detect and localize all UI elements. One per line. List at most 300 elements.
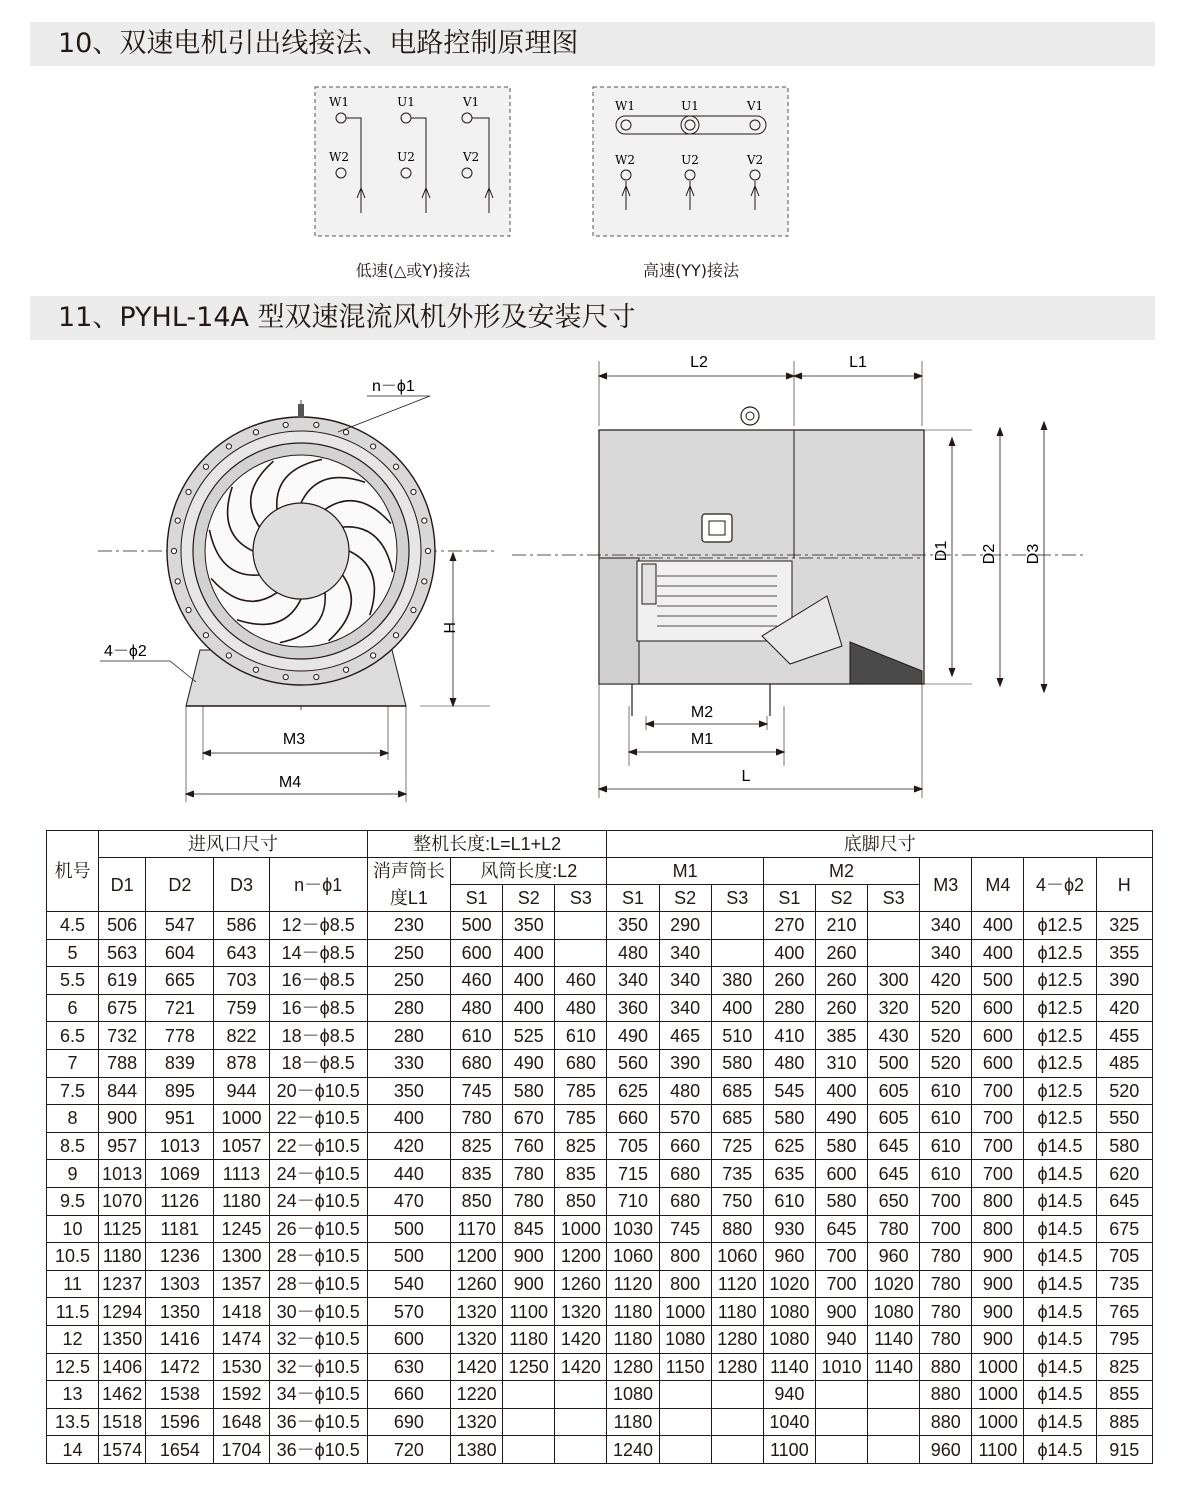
table-cell: 1294 bbox=[99, 1298, 146, 1326]
table-cell: 260 bbox=[763, 967, 815, 995]
table-cell bbox=[555, 939, 607, 967]
table-cell: 850 bbox=[451, 1187, 503, 1215]
table-cell: 1380 bbox=[451, 1436, 503, 1464]
table-cell: 800 bbox=[659, 1270, 711, 1298]
table-cell: 625 bbox=[607, 1077, 659, 1105]
table-cell: 825 bbox=[555, 1132, 607, 1160]
bolt-hole bbox=[226, 444, 231, 449]
header-m1-s2: S2 bbox=[659, 885, 711, 912]
label-L: L bbox=[741, 768, 751, 785]
table-cell: 700 bbox=[815, 1243, 867, 1271]
table-cell: 685 bbox=[711, 1105, 763, 1133]
section-10-title: 10、双速电机引出线接法、电路控制原理图 bbox=[58, 28, 579, 59]
low-w1-label: W1 bbox=[329, 95, 349, 109]
table-cell: 7 bbox=[47, 1049, 99, 1077]
table-cell bbox=[659, 1436, 711, 1464]
header-m4: M4 bbox=[972, 858, 1024, 912]
table-cell: 480 bbox=[451, 994, 503, 1022]
table-cell: 480 bbox=[763, 1049, 815, 1077]
table-cell: ϕ14.5 bbox=[1024, 1132, 1096, 1160]
table-cell: 780 bbox=[920, 1325, 972, 1353]
bolt-hole bbox=[283, 674, 288, 679]
table-cell: 1080 bbox=[659, 1325, 711, 1353]
table-cell: ϕ14.5 bbox=[1024, 1298, 1096, 1326]
table-cell: 6 bbox=[47, 994, 99, 1022]
table-cell: 720 bbox=[367, 1436, 450, 1464]
table-cell: 250 bbox=[367, 939, 450, 967]
table-cell: 430 bbox=[868, 1022, 920, 1050]
table-cell: 1020 bbox=[868, 1270, 920, 1298]
table-cell: 645 bbox=[868, 1160, 920, 1188]
header-l2: 风筒长度:L2 bbox=[451, 858, 607, 885]
table-cell bbox=[868, 1381, 920, 1409]
table-cell: 230 bbox=[367, 912, 450, 940]
table-cell: 620 bbox=[1096, 1160, 1152, 1188]
table-cell: ϕ12.5 bbox=[1024, 1105, 1096, 1133]
bolt-hole bbox=[343, 667, 348, 672]
table-cell: 18－ϕ8.5 bbox=[269, 1049, 367, 1077]
table-cell: ϕ14.5 bbox=[1024, 1270, 1096, 1298]
bolt-hole bbox=[253, 430, 258, 435]
table-cell: 1350 bbox=[99, 1325, 146, 1353]
table-cell: 14－ϕ8.5 bbox=[269, 939, 367, 967]
table-cell: 610 bbox=[920, 1077, 972, 1105]
table-cell bbox=[555, 1436, 607, 1464]
table-cell: 900 bbox=[972, 1325, 1024, 1353]
table-cell: 260 bbox=[815, 939, 867, 967]
table-cell: 400 bbox=[503, 967, 555, 995]
low-u2-label: U2 bbox=[397, 150, 415, 164]
table-cell: 785 bbox=[555, 1105, 607, 1133]
table-cell bbox=[868, 1436, 920, 1464]
table-cell: 400 bbox=[815, 1077, 867, 1105]
table-cell: 26－ϕ10.5 bbox=[269, 1215, 367, 1243]
table-cell bbox=[555, 1408, 607, 1436]
table-cell: 690 bbox=[367, 1408, 450, 1436]
table-cell: 16－ϕ8.5 bbox=[269, 994, 367, 1022]
table-cell: 750 bbox=[711, 1187, 763, 1215]
table-cell: ϕ14.5 bbox=[1024, 1160, 1096, 1188]
table-cell: 610 bbox=[920, 1160, 972, 1188]
bolt-hole bbox=[175, 518, 180, 523]
table-cell: 675 bbox=[1096, 1215, 1152, 1243]
low-w2-label: W2 bbox=[329, 150, 349, 164]
label-H: H bbox=[440, 622, 457, 634]
table-cell: 1462 bbox=[99, 1381, 146, 1409]
table-cell: 900 bbox=[503, 1270, 555, 1298]
table-cell: 540 bbox=[367, 1270, 450, 1298]
table-cell: 765 bbox=[1096, 1298, 1152, 1326]
bolt-hole bbox=[203, 633, 208, 638]
table-cell: 610 bbox=[920, 1105, 972, 1133]
header-inlet: 进风口尺寸 bbox=[99, 831, 368, 858]
table-cell: ϕ12.5 bbox=[1024, 994, 1096, 1022]
table-cell: 500 bbox=[367, 1215, 450, 1243]
table-cell: 1170 bbox=[451, 1215, 503, 1243]
table-cell: 1125 bbox=[99, 1215, 146, 1243]
table-cell: 610 bbox=[451, 1022, 503, 1050]
table-cell: 1648 bbox=[214, 1408, 269, 1436]
table-cell: 900 bbox=[815, 1298, 867, 1326]
table-cell: 700 bbox=[920, 1187, 972, 1215]
table-cell: 705 bbox=[607, 1132, 659, 1160]
table-cell: 835 bbox=[555, 1160, 607, 1188]
label-D3: D3 bbox=[1025, 543, 1042, 565]
table-cell: 580 bbox=[763, 1105, 815, 1133]
table-cell: 670 bbox=[503, 1105, 555, 1133]
table-cell: 1200 bbox=[451, 1243, 503, 1271]
table-cell: 1474 bbox=[214, 1325, 269, 1353]
table-cell: 460 bbox=[451, 967, 503, 995]
table-cell: 400 bbox=[367, 1105, 450, 1133]
label-L2: L2 bbox=[690, 354, 708, 371]
table-cell: 645 bbox=[1096, 1187, 1152, 1215]
label-M4: M4 bbox=[278, 774, 302, 791]
table-cell: 1181 bbox=[146, 1215, 214, 1243]
table-row bbox=[47, 1077, 1153, 1105]
table-cell: ϕ14.5 bbox=[1024, 1187, 1096, 1215]
table-cell: 8 bbox=[47, 1105, 99, 1133]
table-cell: 1057 bbox=[214, 1132, 269, 1160]
header-l1-line2: 度L1 bbox=[367, 885, 450, 912]
table-cell: 10 bbox=[47, 1215, 99, 1243]
table-row bbox=[47, 1436, 1153, 1464]
table-cell: 759 bbox=[214, 994, 269, 1022]
table-cell: 780 bbox=[503, 1187, 555, 1215]
table-cell bbox=[815, 1381, 867, 1409]
table-cell: 20－ϕ10.5 bbox=[269, 1077, 367, 1105]
table-cell: 410 bbox=[763, 1022, 815, 1050]
table-cell: 1237 bbox=[99, 1270, 146, 1298]
table-cell: 1060 bbox=[711, 1243, 763, 1271]
table-cell: 290 bbox=[659, 912, 711, 940]
table-cell: 600 bbox=[972, 1049, 1024, 1077]
table-cell: 1000 bbox=[972, 1381, 1024, 1409]
table-cell: ϕ14.5 bbox=[1024, 1243, 1096, 1271]
table-cell: 878 bbox=[214, 1049, 269, 1077]
table-cell: 550 bbox=[1096, 1105, 1152, 1133]
header-l1-line1: 消声筒长 bbox=[367, 858, 450, 885]
table-cell: 1013 bbox=[99, 1160, 146, 1188]
table-cell: 210 bbox=[815, 912, 867, 940]
table-cell: 28－ϕ10.5 bbox=[269, 1243, 367, 1271]
table-cell: 580 bbox=[503, 1077, 555, 1105]
table-cell: 1100 bbox=[972, 1436, 1024, 1464]
table-cell: 880 bbox=[711, 1215, 763, 1243]
table-cell: 700 bbox=[920, 1215, 972, 1243]
bolt-hole bbox=[175, 579, 180, 584]
table-cell: 350 bbox=[503, 912, 555, 940]
table-cell: 350 bbox=[367, 1077, 450, 1105]
table-cell: 280 bbox=[367, 1022, 450, 1050]
table-cell: 900 bbox=[972, 1243, 1024, 1271]
table-cell: 1200 bbox=[555, 1243, 607, 1271]
table-cell: 1000 bbox=[972, 1353, 1024, 1381]
table-cell: ϕ12.5 bbox=[1024, 1049, 1096, 1077]
table-cell: 732 bbox=[99, 1022, 146, 1050]
table-cell: 900 bbox=[99, 1105, 146, 1133]
label-4-phi2: 4－ϕ2 bbox=[104, 643, 147, 660]
table-cell: 960 bbox=[868, 1243, 920, 1271]
table-cell: 915 bbox=[1096, 1436, 1152, 1464]
label-D2: D2 bbox=[981, 543, 998, 565]
table-cell: 1180 bbox=[711, 1298, 763, 1326]
bolt-hole bbox=[422, 579, 427, 584]
table-cell: 940 bbox=[763, 1381, 815, 1409]
table-cell: 1140 bbox=[868, 1353, 920, 1381]
table-cell: 350 bbox=[607, 912, 659, 940]
table-cell: 36－ϕ10.5 bbox=[269, 1436, 367, 1464]
table-cell: 385 bbox=[815, 1022, 867, 1050]
table-cell: 580 bbox=[815, 1132, 867, 1160]
table-cell: 1100 bbox=[763, 1436, 815, 1464]
table-row bbox=[47, 1187, 1153, 1215]
table-cell bbox=[503, 1408, 555, 1436]
bolt-hole bbox=[371, 444, 376, 449]
header-l2-s1: S1 bbox=[451, 885, 503, 912]
table-cell: 470 bbox=[367, 1187, 450, 1215]
table-cell: 700 bbox=[972, 1105, 1024, 1133]
table-cell: 1030 bbox=[607, 1215, 659, 1243]
table-cell: 1574 bbox=[99, 1436, 146, 1464]
table-cell: 525 bbox=[503, 1022, 555, 1050]
table-row bbox=[47, 1298, 1153, 1326]
table-cell: 700 bbox=[815, 1270, 867, 1298]
table-cell: 1180 bbox=[214, 1187, 269, 1215]
table-cell: 960 bbox=[920, 1436, 972, 1464]
table-cell: 822 bbox=[214, 1022, 269, 1050]
table-cell: 1357 bbox=[214, 1270, 269, 1298]
high-u1-label: U1 bbox=[681, 99, 699, 113]
header-m2-s2: S2 bbox=[815, 885, 867, 912]
table-cell: 465 bbox=[659, 1022, 711, 1050]
table-cell: 725 bbox=[711, 1132, 763, 1160]
table-cell: 705 bbox=[1096, 1243, 1152, 1271]
table-cell: 420 bbox=[367, 1132, 450, 1160]
table-cell bbox=[815, 1436, 867, 1464]
header-d2: D2 bbox=[146, 858, 214, 912]
table-cell: 1180 bbox=[503, 1325, 555, 1353]
table-cell: 500 bbox=[451, 912, 503, 940]
table-cell: 1530 bbox=[214, 1353, 269, 1381]
table-cell: ϕ14.5 bbox=[1024, 1436, 1096, 1464]
table-cell bbox=[868, 939, 920, 967]
table-cell: 1538 bbox=[146, 1381, 214, 1409]
table-cell: 940 bbox=[815, 1325, 867, 1353]
table-cell: 835 bbox=[451, 1160, 503, 1188]
table-cell: 32－ϕ10.5 bbox=[269, 1353, 367, 1381]
table-cell: 895 bbox=[146, 1077, 214, 1105]
table-cell: 645 bbox=[815, 1215, 867, 1243]
table-cell: 330 bbox=[367, 1049, 450, 1077]
table-cell: 480 bbox=[659, 1077, 711, 1105]
header-4-phi2: 4－ϕ2 bbox=[1024, 858, 1096, 912]
table-cell: 1320 bbox=[451, 1298, 503, 1326]
table-cell: 490 bbox=[503, 1049, 555, 1077]
table-row bbox=[47, 1353, 1153, 1381]
table-cell: 780 bbox=[503, 1160, 555, 1188]
table-row bbox=[47, 1049, 1153, 1077]
table-cell: 520 bbox=[920, 1049, 972, 1077]
table-cell: 1472 bbox=[146, 1353, 214, 1381]
table-cell: 360 bbox=[607, 994, 659, 1022]
bolt-hole bbox=[411, 489, 416, 494]
table-cell: 320 bbox=[868, 994, 920, 1022]
table-cell: 545 bbox=[763, 1077, 815, 1105]
bolt-hole bbox=[186, 489, 191, 494]
table-cell: 340 bbox=[607, 967, 659, 995]
bolt-hole bbox=[411, 607, 416, 612]
table-cell: 340 bbox=[659, 994, 711, 1022]
table-cell: 685 bbox=[711, 1077, 763, 1105]
table-cell: 11 bbox=[47, 1270, 99, 1298]
table-header bbox=[47, 831, 1153, 912]
table-cell: 300 bbox=[868, 967, 920, 995]
table-cell: 14 bbox=[47, 1436, 99, 1464]
table-cell: 1080 bbox=[607, 1381, 659, 1409]
table-cell: 455 bbox=[1096, 1022, 1152, 1050]
table-cell bbox=[711, 1381, 763, 1409]
table-cell: 1000 bbox=[555, 1215, 607, 1243]
table-cell: ϕ12.5 bbox=[1024, 1022, 1096, 1050]
table-cell: 605 bbox=[868, 1077, 920, 1105]
table-cell: 340 bbox=[659, 967, 711, 995]
bolt-hole bbox=[425, 548, 430, 553]
table-cell: 839 bbox=[146, 1049, 214, 1077]
table-cell: 260 bbox=[815, 967, 867, 995]
table-cell: 844 bbox=[99, 1077, 146, 1105]
table-cell: 36－ϕ10.5 bbox=[269, 1408, 367, 1436]
table-cell: 520 bbox=[1096, 1077, 1152, 1105]
label-L1: L1 bbox=[849, 354, 867, 371]
table-cell: 1260 bbox=[555, 1270, 607, 1298]
table-cell: ϕ14.5 bbox=[1024, 1408, 1096, 1436]
table-cell: 400 bbox=[503, 939, 555, 967]
table-cell: 1070 bbox=[99, 1187, 146, 1215]
table-cell: ϕ14.5 bbox=[1024, 1215, 1096, 1243]
table-cell: 1240 bbox=[607, 1436, 659, 1464]
table-cell: 580 bbox=[1096, 1132, 1152, 1160]
table-cell: 340 bbox=[920, 939, 972, 967]
table-cell: 480 bbox=[555, 994, 607, 1022]
table-cell: 680 bbox=[659, 1187, 711, 1215]
table-row bbox=[47, 1381, 1153, 1409]
table-cell: 7.5 bbox=[47, 1077, 99, 1105]
table-cell: 1180 bbox=[607, 1325, 659, 1353]
table-cell: 34－ϕ10.5 bbox=[269, 1381, 367, 1409]
table-cell: 643 bbox=[214, 939, 269, 967]
table-cell: 780 bbox=[920, 1243, 972, 1271]
bolt-hole bbox=[283, 422, 288, 427]
table-row bbox=[47, 967, 1153, 995]
table-cell: 600 bbox=[972, 1022, 1024, 1050]
table-cell: 340 bbox=[659, 939, 711, 967]
table-cell: 580 bbox=[711, 1049, 763, 1077]
table-cell: 270 bbox=[763, 912, 815, 940]
table-cell: 250 bbox=[367, 967, 450, 995]
table-cell: 1100 bbox=[503, 1298, 555, 1326]
table-row bbox=[47, 1160, 1153, 1188]
table-cell: 880 bbox=[920, 1408, 972, 1436]
table-cell: 1416 bbox=[146, 1325, 214, 1353]
high-w1-label: W1 bbox=[615, 99, 635, 113]
table-body bbox=[47, 912, 1153, 1464]
fan-front-view-drawing bbox=[90, 360, 510, 810]
table-cell: 721 bbox=[146, 994, 214, 1022]
table-cell: 260 bbox=[815, 994, 867, 1022]
table-row bbox=[47, 994, 1153, 1022]
label-D1: D1 bbox=[933, 540, 950, 562]
table-cell: 1020 bbox=[763, 1270, 815, 1298]
table-cell: 900 bbox=[972, 1270, 1024, 1298]
table-cell: 619 bbox=[99, 967, 146, 995]
table-cell: 795 bbox=[1096, 1325, 1152, 1353]
table-cell: 1150 bbox=[659, 1353, 711, 1381]
table-cell: 10.5 bbox=[47, 1243, 99, 1271]
table-cell: 1113 bbox=[214, 1160, 269, 1188]
table-cell: 1140 bbox=[868, 1325, 920, 1353]
table-cell: 520 bbox=[920, 1022, 972, 1050]
bolt-hole bbox=[393, 633, 398, 638]
table-cell: 850 bbox=[555, 1187, 607, 1215]
table-cell: 580 bbox=[815, 1187, 867, 1215]
section-11-title: 11、PYHL-14A 型双速混流风机外形及安装尺寸 bbox=[58, 302, 636, 333]
table-cell: 506 bbox=[99, 912, 146, 940]
table-cell: 1080 bbox=[763, 1325, 815, 1353]
table-cell: 788 bbox=[99, 1049, 146, 1077]
high-speed-wiring-diagram bbox=[592, 86, 790, 238]
table-cell: 778 bbox=[146, 1022, 214, 1050]
table-cell: 400 bbox=[763, 939, 815, 967]
table-cell: 1180 bbox=[607, 1408, 659, 1436]
header-d1: D1 bbox=[99, 858, 146, 912]
header-m3: M3 bbox=[920, 858, 972, 912]
table-cell: 1280 bbox=[711, 1325, 763, 1353]
table-cell bbox=[711, 912, 763, 940]
table-cell: ϕ14.5 bbox=[1024, 1381, 1096, 1409]
table-cell: 625 bbox=[763, 1132, 815, 1160]
table-cell: 825 bbox=[451, 1132, 503, 1160]
high-v1-label: V1 bbox=[746, 99, 764, 113]
table-cell: 665 bbox=[146, 967, 214, 995]
table-cell: 510 bbox=[711, 1022, 763, 1050]
table-cell: 1126 bbox=[146, 1187, 214, 1215]
table-cell bbox=[711, 1408, 763, 1436]
table-cell: 570 bbox=[367, 1298, 450, 1326]
table-cell: ϕ14.5 bbox=[1024, 1325, 1096, 1353]
table-cell: 1320 bbox=[451, 1325, 503, 1353]
table-cell: 600 bbox=[367, 1325, 450, 1353]
table-cell: 1236 bbox=[146, 1243, 214, 1271]
table-row bbox=[47, 912, 1153, 940]
table-cell: 485 bbox=[1096, 1049, 1152, 1077]
table-cell: 745 bbox=[451, 1077, 503, 1105]
table-cell: 420 bbox=[1096, 994, 1152, 1022]
table-cell: 880 bbox=[920, 1353, 972, 1381]
table-cell: 400 bbox=[972, 912, 1024, 940]
table-cell: 1280 bbox=[607, 1353, 659, 1381]
table-cell: 490 bbox=[815, 1105, 867, 1133]
bolt-hole bbox=[253, 667, 258, 672]
table-cell: 500 bbox=[868, 1049, 920, 1077]
table-cell: 24－ϕ10.5 bbox=[269, 1187, 367, 1215]
table-cell: 1518 bbox=[99, 1408, 146, 1436]
header-m1: M1 bbox=[607, 858, 763, 885]
table-cell: 1180 bbox=[607, 1298, 659, 1326]
table-cell: 745 bbox=[659, 1215, 711, 1243]
table-cell: 5.5 bbox=[47, 967, 99, 995]
table-cell: 570 bbox=[659, 1105, 711, 1133]
